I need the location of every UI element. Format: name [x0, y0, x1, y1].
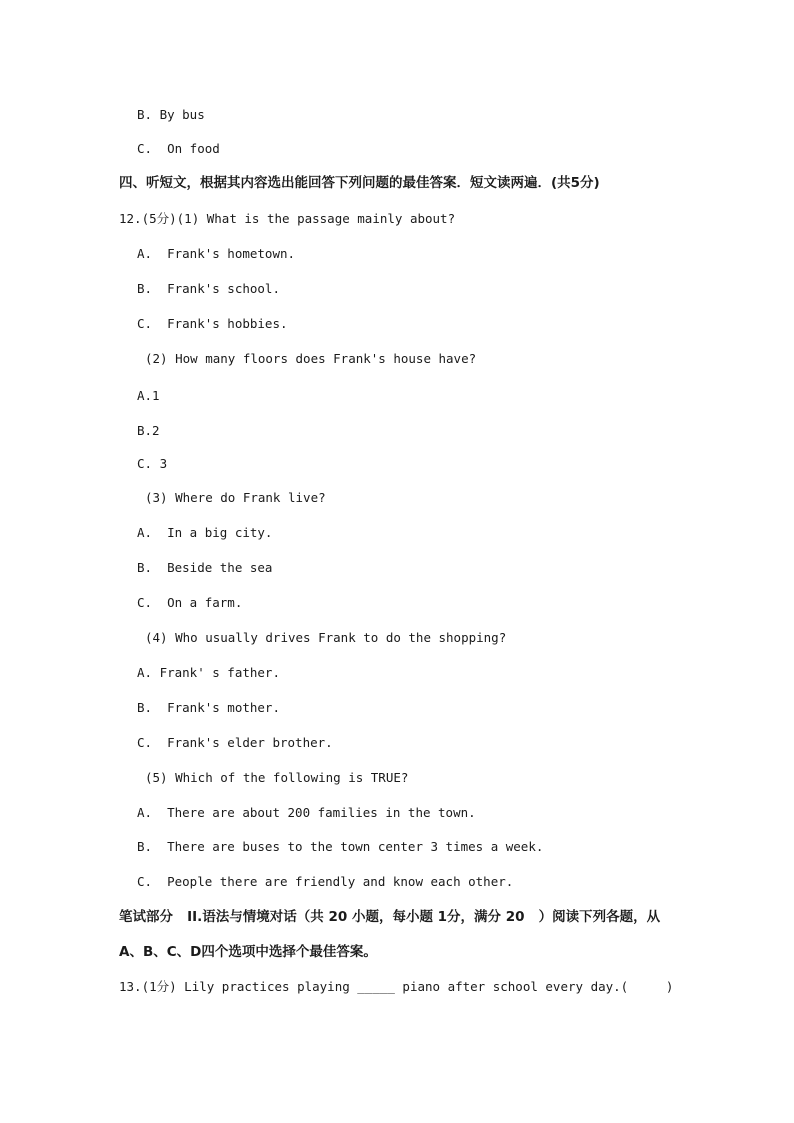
option-line: C. Frank's elder brother. [137, 735, 333, 750]
option-line: B. There are buses to the town center 3 times a week. [137, 839, 544, 854]
option-line: B.2 [137, 423, 160, 438]
option-line: A. Frank' s father. [137, 665, 280, 680]
option-line: C. On food [137, 141, 220, 156]
question-stem: 12.(5分)(1) What is the passage mainly about? [119, 211, 456, 226]
option-line: A. Frank's hometown. [137, 246, 296, 261]
written-section-heading: 笔试部分 II.语法与情境对话（共 20 小题，每小题 1分，满分 20 ）阅读下列各题，从 [119, 909, 661, 925]
sub-question: (3) Where do Frank live? [145, 490, 326, 505]
sub-question: (4) Who usually drives Frank to do the shopping? [145, 630, 507, 645]
sub-question: (5) Which of the following is TRUE? [145, 770, 409, 785]
option-line: A. In a big city. [137, 525, 273, 540]
section-heading: 四、听短文，根据其内容选出能回答下列问题的最佳答案．短文读两遍．(共5分) [119, 175, 600, 191]
option-line: C. Frank's hobbies. [137, 316, 288, 331]
option-line: B. By bus [137, 107, 205, 122]
option-line: C. People there are friendly and know each other. [137, 874, 514, 889]
sub-question: (2) How many floors does Frank's house have? [145, 351, 477, 366]
option-line: B. Beside the sea [137, 560, 273, 575]
option-line: A.1 [137, 388, 160, 403]
written-section-heading-cont: A、B、C、D四个选项中选择个最佳答案。 [119, 944, 377, 960]
option-line: C. On a farm. [137, 595, 243, 610]
option-line: B. Frank's mother. [137, 700, 280, 715]
question-stem: 13.(1分) Lily practices playing _____ piano after school every day.( ) [119, 979, 674, 994]
option-line: B. Frank's school. [137, 281, 280, 296]
option-line: A. There are about 200 families in the town. [137, 805, 476, 820]
option-line: C. 3 [137, 456, 168, 471]
